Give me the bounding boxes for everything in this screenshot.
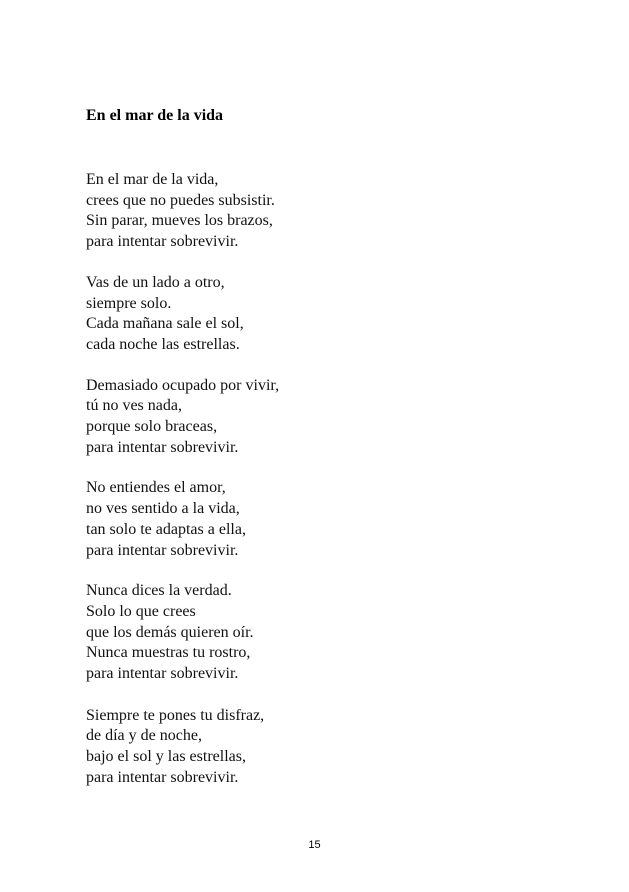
poem-line: bajo el sol y las estrellas,: [86, 748, 246, 766]
poem-line: Siempre te pones tu disfraz,: [86, 706, 265, 724]
stanza: [86, 170, 566, 253]
poem-line: crees que no puedes subsistir.: [86, 191, 275, 209]
poem-line: de día y de noche,: [86, 727, 202, 745]
stanza: [86, 706, 566, 789]
poem-line: para intentar sobrevivir.: [86, 438, 239, 456]
stanza: [86, 581, 566, 685]
poem-line: porque solo braceas,: [86, 418, 218, 436]
poem-line: Solo lo que crees: [86, 602, 196, 620]
stanza: [86, 478, 566, 561]
poem-body: [86, 170, 566, 809]
poem-line: Nunca dices la verdad.: [86, 582, 232, 600]
poem-line: cada noche las estrellas.: [86, 335, 240, 353]
poem-line: para intentar sobrevivir.: [86, 541, 239, 559]
poem-line: No entiendes el amor,: [86, 479, 226, 497]
poem-line: siempre solo.: [86, 294, 172, 312]
poem-line: no ves sentido a la vida,: [86, 500, 240, 518]
poem-line: Vas de un lado a otro,: [86, 273, 225, 291]
page-number: 15: [308, 839, 321, 851]
poem-line: Sin parar, mueves los brazos,: [86, 212, 273, 230]
poem-line: Nunca muestras tu rostro,: [86, 644, 251, 662]
poem-line: tú no ves nada,: [86, 397, 182, 415]
poem-line: para intentar sobrevivir.: [86, 768, 239, 786]
poem-line: que los demás quieren oír.: [86, 623, 254, 641]
poem-line: Cada mañana sale el sol,: [86, 315, 244, 333]
poem-line: Demasiado ocupado por vivir,: [86, 376, 280, 394]
stanza: [86, 273, 566, 356]
poem-line: para intentar sobrevivir.: [86, 665, 239, 683]
poem-line: para intentar sobrevivir.: [86, 233, 239, 251]
poem-line: tan solo te adaptas a ella,: [86, 520, 246, 538]
stanza: [86, 376, 566, 459]
poem-line: En el mar de la vida,: [86, 171, 219, 188]
poem-title: En el mar de la vida: [86, 107, 224, 124]
